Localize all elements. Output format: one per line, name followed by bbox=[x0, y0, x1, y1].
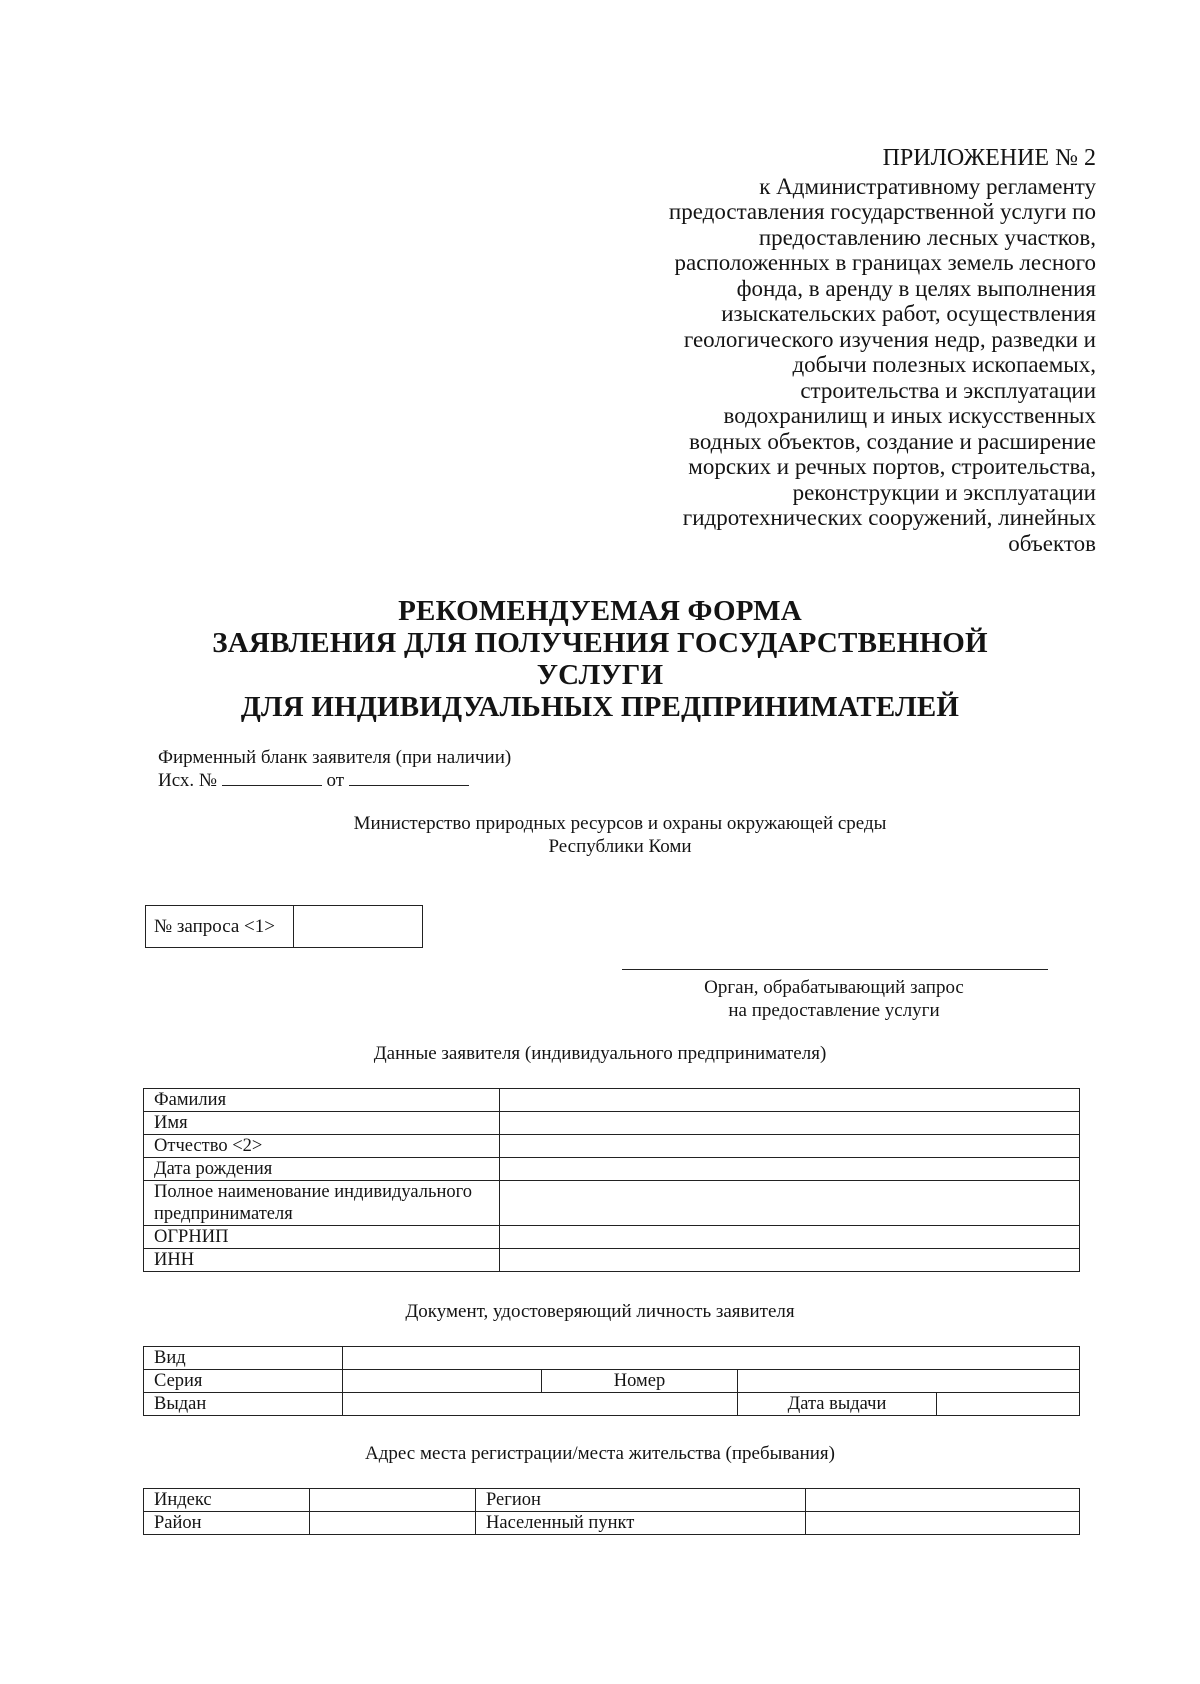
ministry-line: Республики Коми bbox=[548, 836, 692, 857]
table-row bbox=[144, 1512, 1080, 1535]
table-row bbox=[144, 1393, 1080, 1416]
index-field[interactable] bbox=[310, 1489, 476, 1512]
appendix-number: ПРИЛОЖЕНИЕ № 2 bbox=[882, 145, 1096, 171]
doc-type-field[interactable] bbox=[343, 1347, 1080, 1370]
table-row bbox=[144, 1249, 1080, 1272]
doc-issued-field[interactable] bbox=[343, 1393, 738, 1416]
address-section-caption: Адрес места регистрации/места жительства (пребывания) bbox=[365, 1443, 835, 1464]
appendix-line: изыскательских работ, осуществления bbox=[721, 301, 1096, 326]
table-row bbox=[144, 1158, 1080, 1181]
applicant-field-value[interactable] bbox=[500, 1249, 1080, 1272]
appendix-line: фонда, в аренду в целях выполнения bbox=[736, 275, 1096, 301]
request-number-field[interactable] bbox=[294, 906, 423, 948]
appendix-line: геологического изучения недр, разведки и bbox=[683, 326, 1096, 352]
settlement-label: Населенный пункт bbox=[476, 1512, 806, 1535]
table-row bbox=[144, 1347, 1080, 1370]
appendix-line: предоставления государственной услуги по bbox=[668, 199, 1096, 224]
title-line: ДЛЯ ИНДИВИДУАЛЬНЫХ ПРЕДПРИНИМАТЕЛЕЙ bbox=[240, 691, 960, 723]
request-number-label: № запроса <1> bbox=[146, 906, 294, 948]
identity-doc-table bbox=[143, 1346, 1080, 1416]
doc-type-label: Вид bbox=[144, 1347, 343, 1370]
table-row bbox=[144, 1112, 1080, 1135]
appendix-line: строительства и эксплуатации bbox=[800, 377, 1096, 403]
doc-issued-label: Выдан bbox=[144, 1393, 343, 1416]
doc-number-field[interactable] bbox=[738, 1370, 1080, 1393]
table-row bbox=[144, 1135, 1080, 1158]
outgoing-reference bbox=[158, 769, 511, 792]
appendix-line: расположенных в границах земель лесного bbox=[674, 250, 1096, 275]
doc-issue-date-field[interactable] bbox=[937, 1393, 1080, 1416]
appendix-line: предоставлению лесных участков, bbox=[758, 224, 1096, 250]
doc-series-field[interactable] bbox=[343, 1370, 542, 1393]
applicant-field-label: Фамилия bbox=[144, 1089, 500, 1112]
applicant-field-value[interactable] bbox=[500, 1226, 1080, 1249]
applicant-field-value[interactable] bbox=[500, 1135, 1080, 1158]
appendix-line: водохранилищ и иных искусственных bbox=[723, 403, 1096, 428]
ref-number-field[interactable] bbox=[222, 769, 322, 786]
table-row bbox=[144, 1089, 1080, 1112]
table-row bbox=[144, 1370, 1080, 1393]
appendix-line: добычи полезных ископаемых, bbox=[792, 352, 1096, 377]
region-label: Регион bbox=[476, 1489, 806, 1512]
applicant-section-caption: Данные заявителя (индивидуального предпринимателя) bbox=[373, 1043, 827, 1064]
ministry-line: Министерство природных ресурсов и охраны окружающей среды bbox=[353, 813, 887, 834]
applicant-field-value[interactable] bbox=[500, 1089, 1080, 1112]
table-row bbox=[144, 1226, 1080, 1249]
applicant-field-value[interactable] bbox=[500, 1158, 1080, 1181]
appendix-header bbox=[626, 146, 1096, 556]
appendix-line: реконструкции и эксплуатации bbox=[792, 479, 1096, 505]
applicant-field-label: ОГРНИП bbox=[144, 1226, 500, 1249]
applicant-field-label: Дата рождения bbox=[144, 1158, 500, 1181]
ref-number-label: Исх. № bbox=[158, 770, 218, 791]
organ-signature-line[interactable] bbox=[622, 969, 1048, 970]
identity-section-caption: Документ, удостоверяющий личность заявителя bbox=[405, 1301, 795, 1322]
applicant-field-label: Имя bbox=[144, 1112, 500, 1135]
doc-issue-date-label: Дата выдачи bbox=[738, 1393, 937, 1416]
table-row bbox=[144, 1181, 1080, 1226]
addressee-ministry bbox=[280, 812, 960, 858]
title-line: РЕКОМЕНДУЕМАЯ ФОРМА bbox=[398, 595, 802, 627]
address-table bbox=[143, 1488, 1080, 1535]
letterhead-note: Фирменный бланк заявителя (при наличии) bbox=[158, 747, 512, 768]
letterhead-block bbox=[158, 746, 511, 792]
index-label: Индекс bbox=[144, 1489, 310, 1512]
table-row bbox=[144, 1489, 1080, 1512]
organ-line: на предоставление услуги bbox=[728, 1000, 940, 1021]
doc-series-label: Серия bbox=[144, 1370, 343, 1393]
request-number-box bbox=[145, 905, 423, 948]
district-field[interactable] bbox=[310, 1512, 476, 1535]
applicant-field-label: Полное наименование индивидуального предпринимателя bbox=[144, 1181, 500, 1226]
district-label: Район bbox=[144, 1512, 310, 1535]
applicant-field-value[interactable] bbox=[500, 1112, 1080, 1135]
processing-organ-caption bbox=[620, 976, 1048, 1022]
appendix-line: объектов bbox=[1008, 530, 1096, 556]
applicant-table bbox=[143, 1088, 1080, 1272]
organ-line: Орган, обрабатывающий запрос bbox=[704, 977, 964, 998]
title-line: УСЛУГИ bbox=[536, 659, 664, 691]
applicant-field-value[interactable] bbox=[500, 1181, 1080, 1226]
appendix-line: к Административному регламенту bbox=[759, 173, 1096, 199]
settlement-field[interactable] bbox=[806, 1512, 1080, 1535]
doc-number-label: Номер bbox=[542, 1370, 738, 1393]
appendix-line: водных объектов, создание и расширение bbox=[689, 428, 1096, 454]
applicant-field-label: Отчество <2> bbox=[144, 1135, 500, 1158]
applicant-field-label: ИНН bbox=[144, 1249, 500, 1272]
ref-date-label: от bbox=[326, 770, 345, 791]
region-field[interactable] bbox=[806, 1489, 1080, 1512]
title-line: ЗАЯВЛЕНИЯ ДЛЯ ПОЛУЧЕНИЯ ГОСУДАРСТВЕННОЙ bbox=[212, 627, 988, 659]
ref-date-field[interactable] bbox=[349, 769, 469, 786]
form-title bbox=[140, 595, 1060, 723]
appendix-line: гидротехнических сооружений, линейных bbox=[682, 505, 1096, 530]
appendix-line: морских и речных портов, строительства, bbox=[688, 454, 1096, 479]
